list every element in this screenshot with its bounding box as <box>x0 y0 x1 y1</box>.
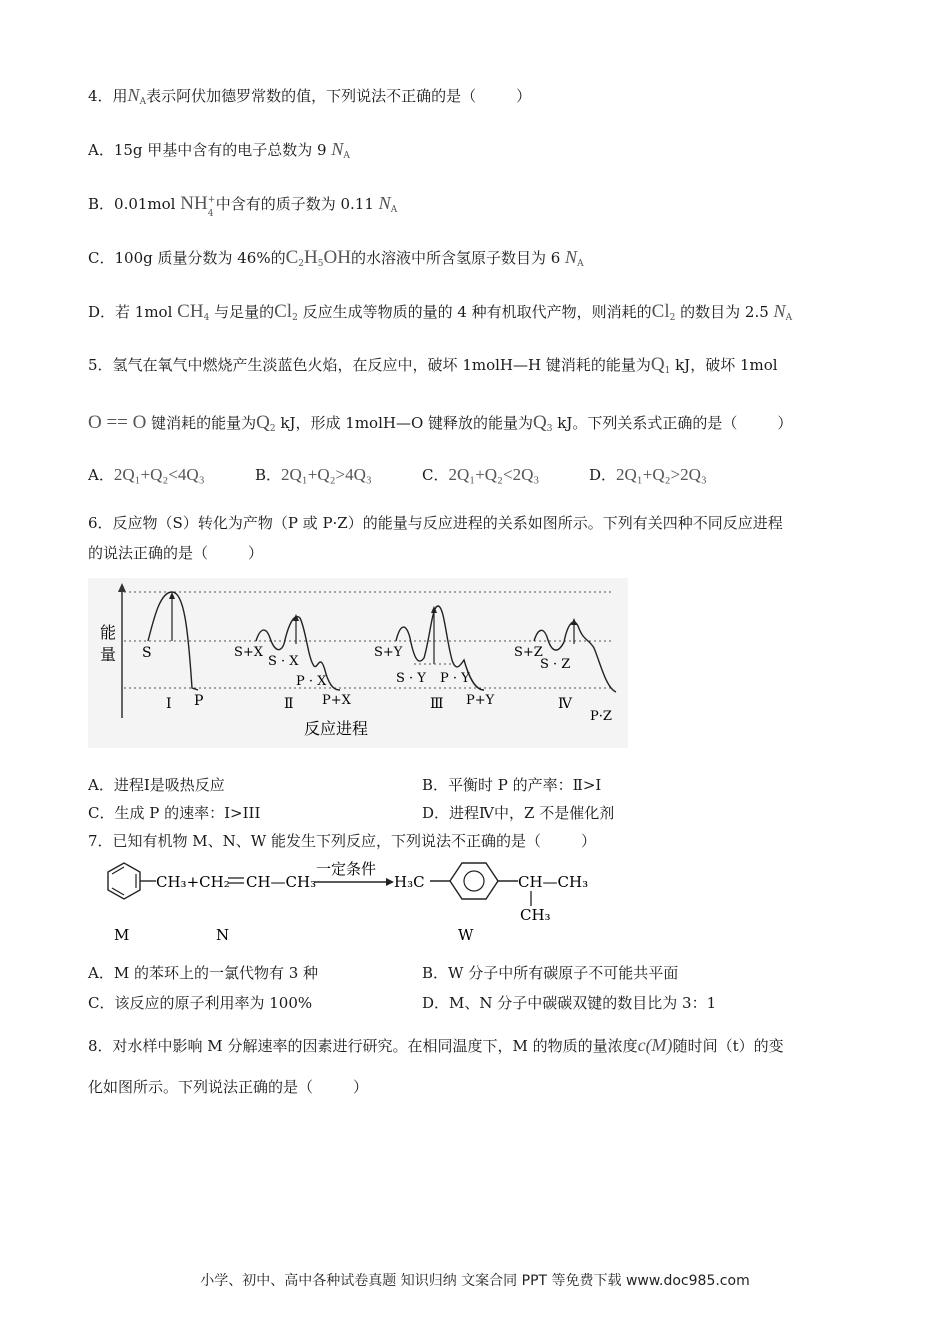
oo-double-bond: O == O <box>88 412 147 433</box>
q3-sub: 3 <box>546 424 553 434</box>
label-s-plus-z: S+Z <box>514 645 543 660</box>
na-sub: A <box>139 97 147 107</box>
cl2-symbol: Cl <box>274 301 293 322</box>
reaction-condition: 一定条件 <box>316 860 377 878</box>
q8-line1 <box>88 1034 784 1057</box>
q4-stem-prefix: 4．用 <box>88 87 128 105</box>
q4-c-text: C．100g 质量分数为 46%的 <box>88 249 286 267</box>
benzene-ring-w <box>450 863 498 899</box>
page-footer: 小学、初中、高中各种试卷真题 知识归纳 文案合同 PPT 等免费下载 www.doc985.com <box>200 1273 750 1289</box>
q8-line2-text: 化如图所示。下列说法正确的是（ <box>88 1078 314 1096</box>
q5-line2-post: kJ。下列关系式正确的是（ <box>557 414 738 432</box>
na-sub: A <box>390 205 398 215</box>
q4-b-mid: 中含有的质子数为 0.11 <box>215 195 374 213</box>
label-s-dot-z: S · Z <box>540 657 571 672</box>
label-p: P <box>194 693 204 709</box>
label-s-dot-y: S · Y <box>396 671 426 686</box>
label-iii: Ⅲ <box>430 696 444 712</box>
na-symbol: N <box>378 193 391 213</box>
q5-line1-post: kJ，破坏 1mol <box>675 356 778 374</box>
q5-line2-mid1: 键消耗的能量为 <box>151 414 257 432</box>
label-i: Ⅰ <box>166 696 172 712</box>
q5-c-label: C． <box>422 466 449 484</box>
q4-option-c <box>88 246 584 275</box>
c2h5oh-oh: OH <box>323 247 351 268</box>
label-p-dot-z: P·Z <box>590 709 612 724</box>
q8-line1-pre: 8．对水样中影响 M 分解速率的因素进行研究。在相同温度下，M 的物质的量浓度 <box>88 1037 638 1055</box>
q5-d-expr: 2Q₁+Q₂>2Q₃ <box>616 465 707 484</box>
q4-option-b <box>88 192 397 221</box>
nh4-sub: 4 <box>207 209 214 219</box>
q5-c-expr: 2Q₁+Q₂<2Q₃ <box>448 465 540 484</box>
q4-b-text: B．0.01mol <box>88 195 176 213</box>
q7-option-d: D．M、N 分子中碳碳双键的数目比为 3：1 <box>422 994 717 1012</box>
q5-option-b <box>255 464 372 486</box>
q8-close: ） <box>353 1078 369 1096</box>
w-branch-text: CH₃ <box>520 906 551 924</box>
label-w: W <box>458 926 474 944</box>
q4-d-mid2: 反应生成等物质的量的 4 种有机取代产物，则消耗的 <box>302 303 652 321</box>
na-symbol: N <box>331 139 344 159</box>
q-symbol: Q <box>256 412 270 433</box>
q6-close: ） <box>248 544 264 562</box>
q4-d-mid3: 的数目为 2.5 <box>680 303 769 321</box>
q4-option-d <box>88 300 792 329</box>
y-label-1: 能 <box>100 623 117 642</box>
w-right-text: CH—CH₃ <box>518 873 589 891</box>
c-m-symbol: c(M) <box>637 1035 673 1055</box>
q4-c-mid: 的水溶液中所含氢原子数目为 6 <box>350 249 561 267</box>
q5-option-a <box>88 464 205 486</box>
n-chain-text: CH—CH₃ <box>246 873 317 891</box>
ring-w-aromatic-circle <box>464 871 484 891</box>
q8-line1-post: 随时间（t）的变 <box>672 1037 784 1055</box>
na-symbol: N <box>127 85 140 105</box>
label-p-dot-x: P · X <box>296 674 327 689</box>
q7-option-b: B．W 分子中所有碳原子不可能共平面 <box>422 964 679 982</box>
q5-line1-pre: 5．氢气在氧气中燃烧产生淡蓝色火焰，在反应中，破坏 1molH—H 键消耗的能量为 <box>88 356 651 374</box>
q1-sub: 1 <box>664 366 671 376</box>
label-m: M <box>114 926 130 944</box>
reaction-arrowhead <box>386 878 394 886</box>
q6-option-d: D．进程Ⅳ中，Z 不是催化剂 <box>422 804 615 822</box>
benzene-ring-m <box>108 863 140 899</box>
q4-a-text: A．15g 甲基中含有的电子总数为 9 <box>88 141 327 159</box>
na-symbol: N <box>565 247 578 267</box>
q6-line1: 6．反应物（S）转化为产物（P 或 P·Z）的能量与反应进程的关系如图所示。下列有关四种不同反应进程 <box>88 514 783 532</box>
m-chain-text: CH₃+CH₂ <box>156 873 230 891</box>
x-label: 反应进程 <box>304 719 369 738</box>
q6-option-b: B．平衡时 P 的产率：Ⅱ>I <box>422 776 602 794</box>
nh4-symbol: NH <box>180 193 208 214</box>
q7-stem-text: 7．已知有机物 M、N、W 能发生下列反应，下列说法不正确的是（ <box>88 832 541 850</box>
ch4-sub: 4 <box>203 313 210 323</box>
c2h5oh-c: C <box>285 247 299 268</box>
w-left-text: H₃C <box>394 873 425 891</box>
cl2-sub: 2 <box>292 313 298 323</box>
c2h5oh-h: H <box>304 247 318 268</box>
q5-line2-mid2: kJ，形成 1molH—O 键释放的能量为 <box>280 414 534 432</box>
label-s-plus-x: S+X <box>234 645 264 660</box>
label-p-plus-y: P+Y <box>466 693 495 708</box>
q7-option-c: C．该反应的原子利用率为 100% <box>88 994 313 1012</box>
label-s: S <box>142 645 152 661</box>
label-p-plus-x: P+X <box>322 693 351 708</box>
q6-option-a: A．进程Ⅰ是吸热反应 <box>88 776 225 794</box>
c2h5oh-sub5: 5 <box>317 259 324 269</box>
na-sub: A <box>577 259 584 269</box>
q5-d-label: D． <box>589 466 617 484</box>
q5-line2 <box>88 412 792 440</box>
q4-d-mid1: 与足量的 <box>214 303 275 321</box>
q7-stem <box>88 830 596 852</box>
q5-a-label: A． <box>88 466 114 484</box>
label-p-dot-y: P · Y <box>440 671 470 686</box>
q6-line2-text: 的说法正确的是（ <box>88 544 209 562</box>
na-sub: A <box>785 313 793 323</box>
q2-sub: 2 <box>269 424 276 434</box>
q8-line2 <box>88 1076 368 1098</box>
q5-b-expr: 2Q₁+Q₂>4Q₃ <box>281 465 372 484</box>
na-symbol: N <box>773 301 786 321</box>
q-symbol: Q <box>533 412 547 433</box>
nh4-sup: + <box>207 195 216 205</box>
q7-close: ） <box>580 832 596 850</box>
label-n: N <box>216 926 230 944</box>
ch4-symbol: CH <box>177 301 204 322</box>
q5-option-d <box>589 464 707 486</box>
q4-stem <box>88 84 531 113</box>
reaction-scheme <box>88 858 648 948</box>
label-iv: Ⅳ <box>558 696 572 712</box>
label-ii: Ⅱ <box>284 696 294 712</box>
energy-diagram <box>88 578 628 748</box>
q4-stem-suffix: 表示阿伏加德罗常数的值，下列说法不正确的是（ <box>146 87 477 105</box>
q6-line2 <box>88 542 263 564</box>
label-s-dot-x: S · X <box>268 654 299 669</box>
label-s-plus-y: S+Y <box>374 645 403 660</box>
q5-close: ） <box>777 414 793 432</box>
cl2-symbol: Cl <box>651 301 670 322</box>
q4-close: ） <box>516 87 532 105</box>
q7-option-a: A．M 的苯环上的一氯代物有 3 种 <box>88 964 319 982</box>
q5-line1 <box>88 354 778 382</box>
q5-option-c <box>422 464 539 486</box>
q4-d-text: D．若 1mol <box>88 303 173 321</box>
q-symbol: Q <box>650 354 665 375</box>
q5-a-expr: 2Q₁+Q₂<4Q₃ <box>113 465 205 484</box>
q4-option-a <box>88 138 350 167</box>
cl2-sub: 2 <box>669 313 676 323</box>
q6-option-c: C．生成 P 的速率：Ⅰ>III <box>88 804 261 822</box>
q5-b-label: B． <box>255 466 282 484</box>
na-sub: A <box>343 151 350 161</box>
c2h5oh-sub2: 2 <box>298 259 305 269</box>
y-label-2: 量 <box>100 645 117 664</box>
